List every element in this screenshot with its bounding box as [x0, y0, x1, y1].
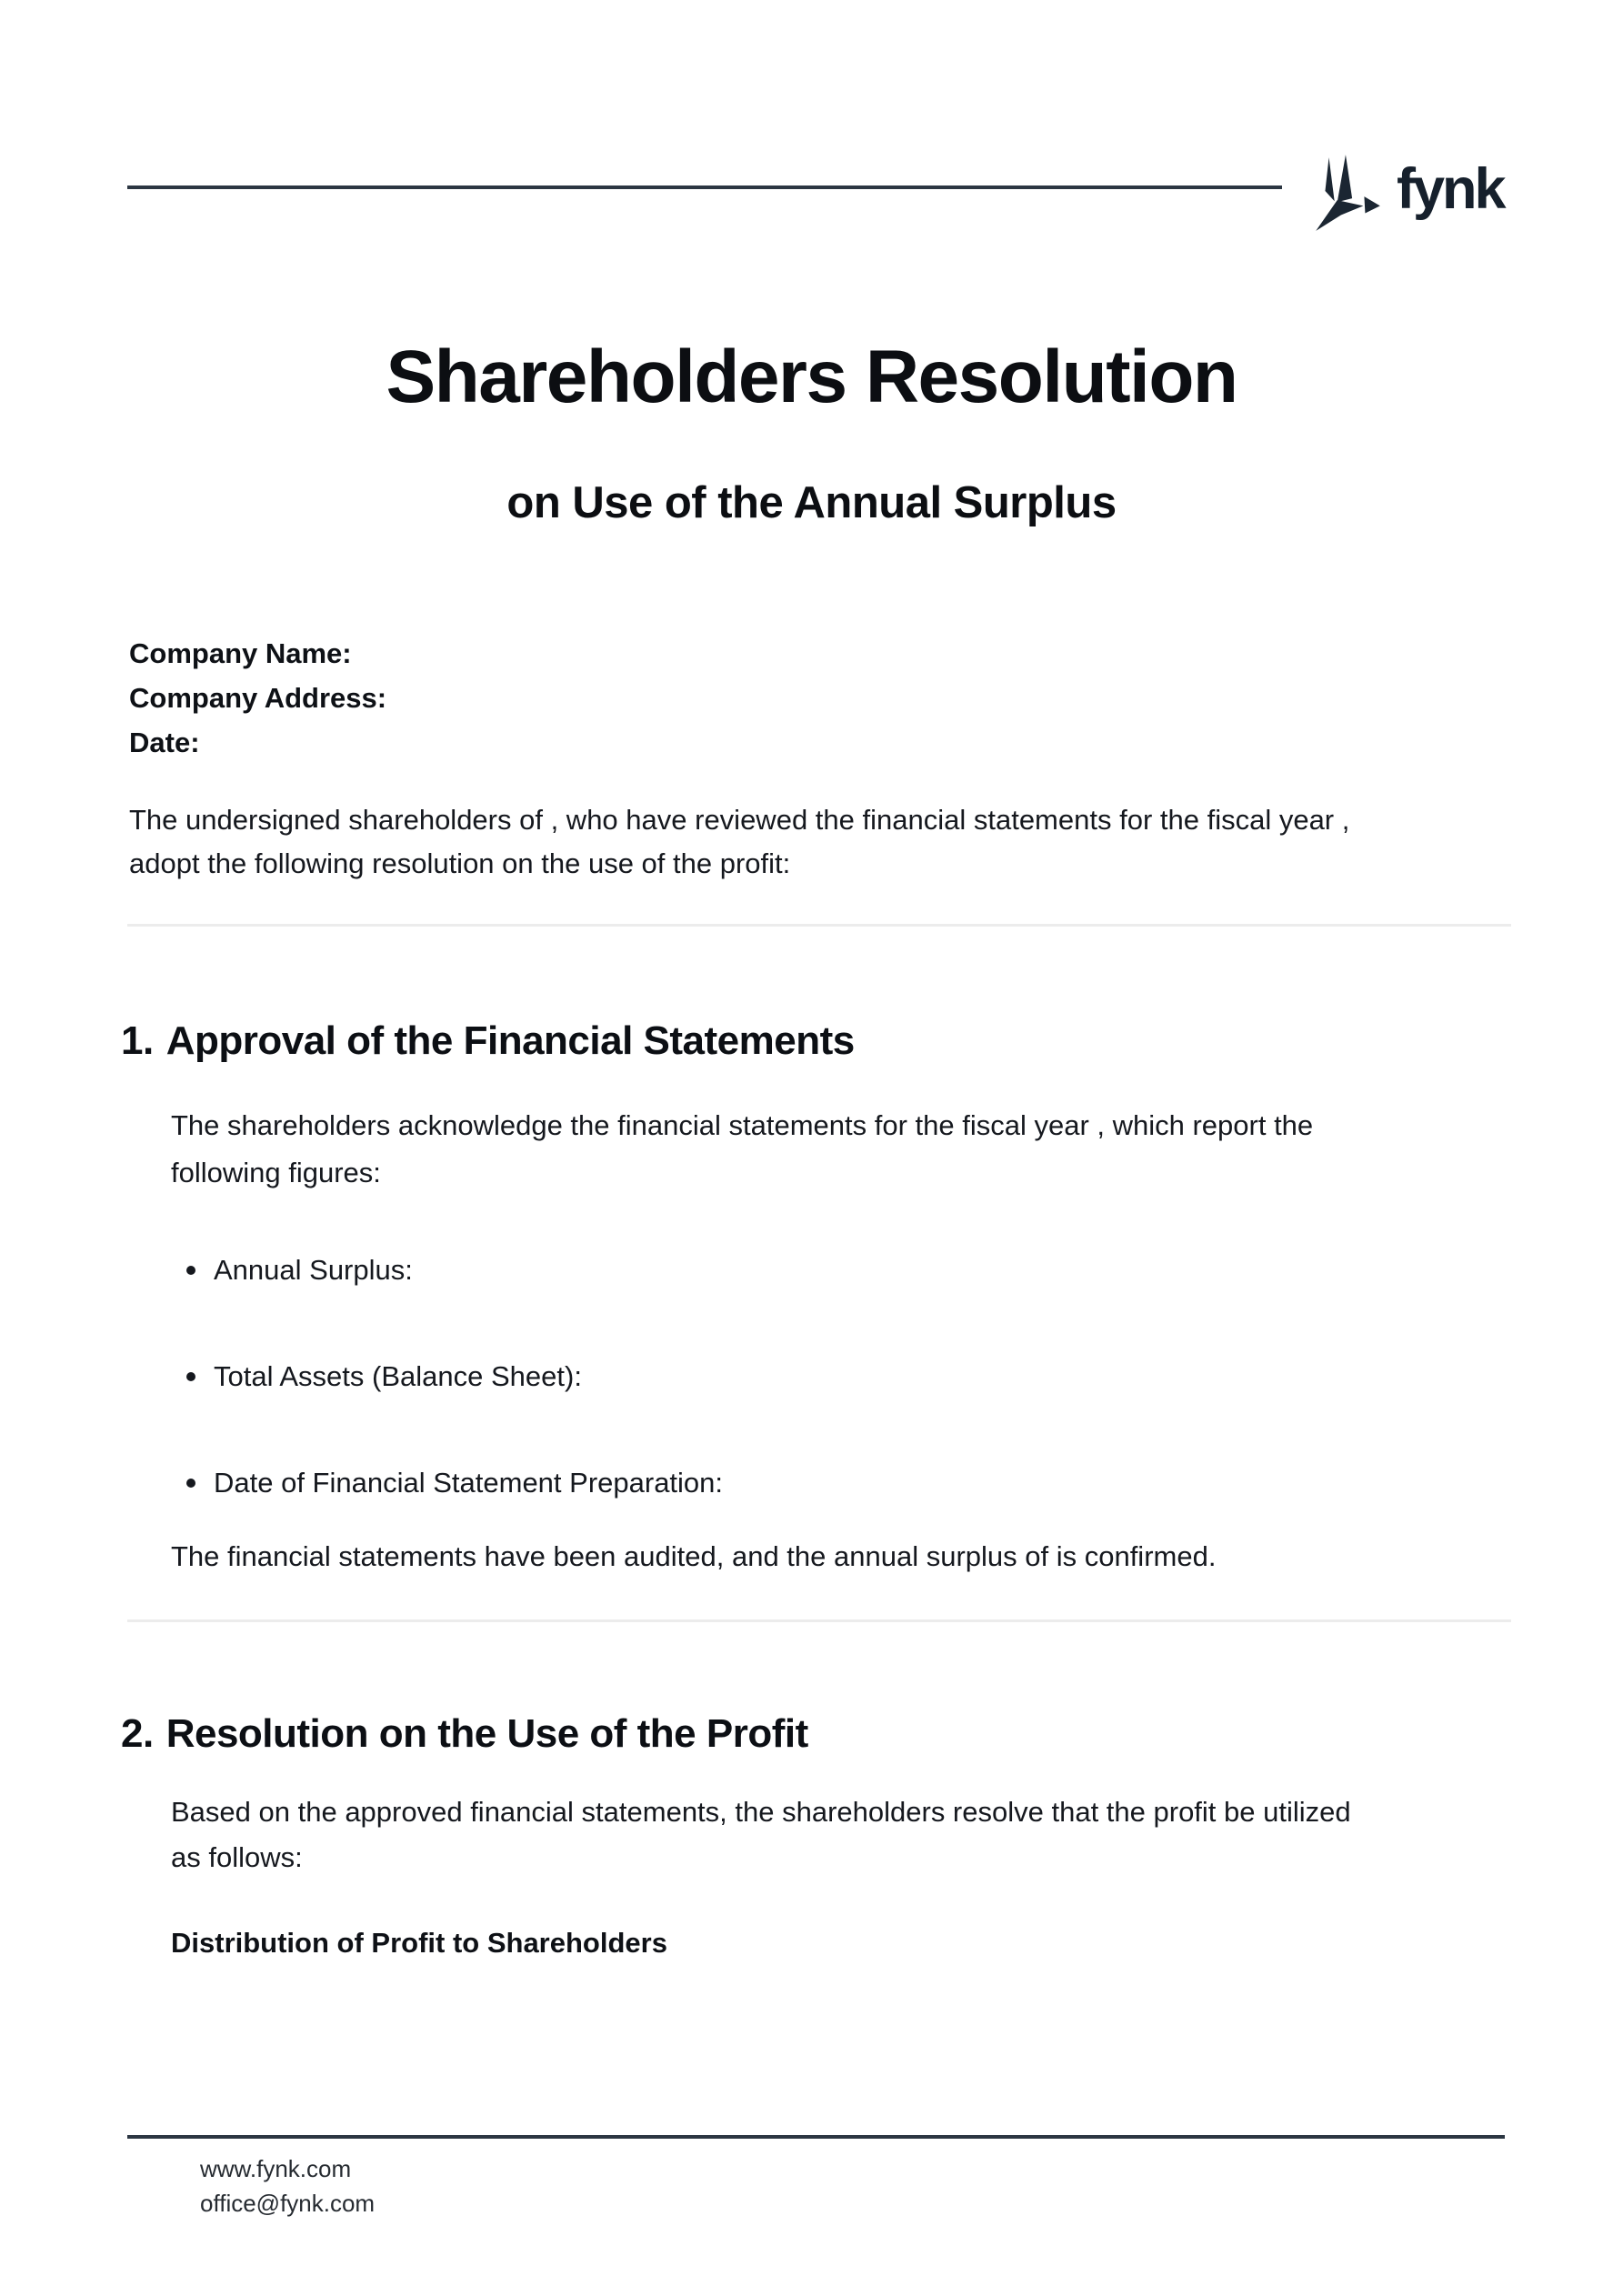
document-subtitle: on Use of the Annual Surplus	[506, 478, 1117, 527]
list-item	[186, 1354, 723, 1399]
bullet-text: Total Assets (Balance Sheet):	[214, 1360, 582, 1392]
section-2-subheading: Distribution of Profit to Shareholders	[171, 1927, 667, 1959]
company-meta-block	[129, 631, 386, 765]
company-address-label: Company Address:	[129, 682, 387, 714]
section-2-body-line-2: as follows:	[171, 1841, 303, 1873]
intro-line-1: The undersigned shareholders of , who have reviewed the financial statements for the fiscal year ,	[129, 804, 1350, 836]
list-item	[186, 1248, 723, 1293]
section-1-closing: The financial statements have been audited, and the annual surplus of is confirmed.	[171, 1540, 1217, 1572]
section-2-body-line-1: Based on the approved financial statements, the shareholders resolve that the profit be utilized	[171, 1796, 1351, 1828]
section-2-heading-text: Resolution on the Use of the Profit	[165, 1711, 808, 1756]
section-1-number: 1.	[121, 1018, 154, 1063]
section-1-body-line-1: The shareholders acknowledge the financial statements for the fiscal year , which report the	[171, 1109, 1314, 1141]
fynk-bird-icon	[1313, 152, 1382, 234]
company-name-label: Company Name:	[129, 637, 352, 669]
section-2-heading	[121, 1713, 808, 1755]
section-2-number: 2.	[121, 1711, 154, 1756]
bullet-icon	[186, 1372, 195, 1381]
intro-paragraph	[129, 798, 1349, 886]
intro-line-2: adopt the following resolution on the use of the profit:	[129, 847, 791, 879]
section-1-bullet-list	[186, 1248, 723, 1567]
footer-email: office@fynk.com	[200, 2190, 376, 2217]
header-rule	[127, 185, 1282, 189]
section-1-body-line-2: following figures:	[171, 1157, 381, 1188]
section-1-body	[171, 1102, 1313, 1197]
bullet-text: Date of Financial Statement Preparation:	[214, 1467, 724, 1499]
footer-contact-block	[200, 2151, 375, 2221]
bullet-icon	[186, 1479, 195, 1488]
bullet-icon	[186, 1266, 195, 1275]
date-label: Date:	[129, 727, 200, 758]
fynk-logo-text: fynk	[1397, 156, 1504, 221]
section-divider	[127, 924, 1511, 927]
footer-website: www.fynk.com	[200, 2155, 352, 2182]
bullet-text: Annual Surplus:	[214, 1254, 413, 1286]
fynk-logo	[1313, 147, 1504, 238]
list-item	[186, 1460, 723, 1506]
section-divider	[127, 1619, 1511, 1622]
section-1-heading	[121, 1020, 855, 1062]
section-1-heading-text: Approval of the Financial Statements	[165, 1018, 855, 1063]
section-2-body	[171, 1790, 1351, 1880]
footer-rule	[127, 2135, 1505, 2139]
document-title: Shareholders Resolution	[386, 336, 1237, 418]
